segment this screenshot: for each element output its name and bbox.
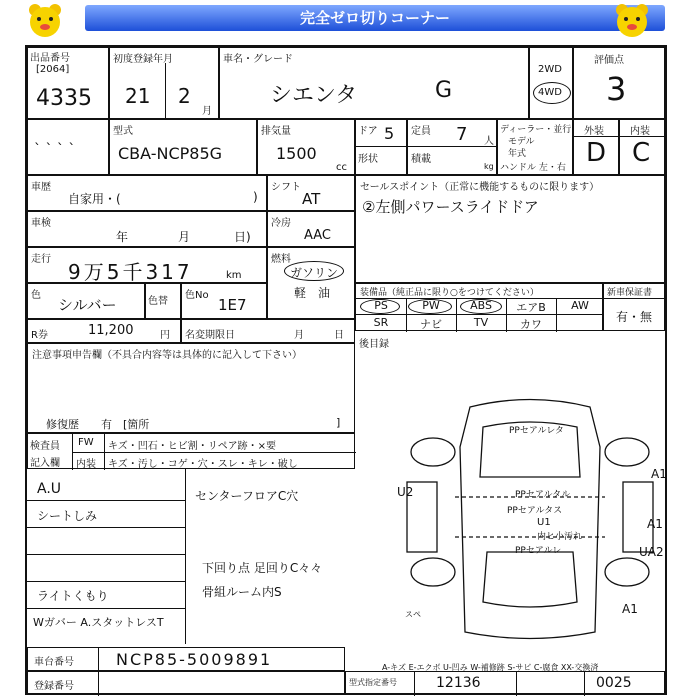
banner-title: 完全ゼロ切りコーナー	[85, 5, 665, 31]
car-name-value: シエンタ	[270, 83, 358, 108]
equip-pw: PW	[422, 299, 440, 312]
equip-aw: AW	[571, 299, 589, 312]
first-reg-month: 2	[178, 84, 191, 108]
aircon-label: 冷房	[271, 218, 291, 229]
warranty-label: 新車保証書	[607, 288, 653, 298]
int-value: C	[632, 138, 651, 168]
lot-sub: [2064]	[36, 64, 70, 75]
designation-label: 型式指定番号	[349, 678, 397, 687]
bear-mascot-icon	[612, 2, 652, 38]
center-note-3: 骨組ルーム内S	[202, 585, 282, 599]
header-banner	[0, 0, 700, 40]
displacement-unit: cc	[336, 162, 347, 173]
recycle-box: R券 11,200 円	[27, 319, 181, 343]
auction-sheet	[25, 45, 667, 695]
displacement-box	[257, 119, 355, 175]
dealer-label: ディーラー・並行	[500, 125, 572, 135]
note-3: ライトくもり	[37, 589, 109, 603]
color-no-value: 1E7	[218, 296, 247, 314]
center-note-1: センターフロアC穴	[195, 489, 299, 503]
drive-box	[529, 47, 573, 119]
inspector-label: 検査員	[30, 441, 60, 452]
ext-label: 外装	[584, 126, 604, 137]
diag-label-6: 内ヒ小汚れ	[537, 532, 583, 542]
lot-number: 4335	[36, 86, 92, 111]
inspector-label2: 記入欄	[30, 458, 60, 469]
sales-point-value: ②左側パワースライドドア	[362, 198, 539, 216]
chassis-label: 車台番号	[34, 657, 74, 668]
meihen-label: 名変期限日	[185, 330, 235, 341]
sales-point-label: セールスポイント（正常に機能するものに限ります）	[360, 182, 600, 193]
equip-sr: SR	[373, 316, 389, 329]
diag-label-9: A1	[647, 517, 663, 531]
year-label: 年式	[508, 149, 527, 159]
aircon-box	[267, 211, 355, 247]
mileage-label: 走行	[31, 254, 51, 265]
handle-label: ハンドル 左・右	[500, 163, 566, 173]
model-label: 型式	[113, 126, 133, 137]
aircon-value: AAC	[304, 228, 331, 243]
designation-box	[345, 671, 665, 695]
equip-circle	[460, 299, 502, 314]
lot-number-box	[27, 47, 109, 119]
inspection-box: 車検 年 月 日)	[27, 211, 267, 247]
color-change-label: 色替	[148, 296, 168, 307]
color-no-label: 色No	[185, 290, 209, 301]
notes-box: 注意事項申告欄（不具合内容等は具体的に記入して下さい） 修復歴 有 [箇所 ]	[27, 343, 355, 433]
damage-legend: A-キズ E-エクボ U-凹み W-補修跡 S-サビ C-腐食 XX-交換済	[382, 663, 599, 672]
warranty-box	[603, 283, 665, 331]
model-value: CBA-NCP85G	[118, 144, 223, 163]
center-note-2: 下回り点 足回りC々々	[202, 561, 323, 575]
note-1: A.U	[37, 481, 62, 497]
car-name-label: 車名・グレード	[223, 54, 293, 65]
int-rating-box	[619, 119, 665, 175]
car-name-box	[219, 47, 529, 119]
inspector-box	[27, 433, 355, 469]
shift-label: シフト	[271, 182, 301, 193]
drive-4wd: 4WD	[538, 87, 562, 98]
mileage-box	[27, 247, 267, 283]
rating-label: 評価点	[594, 55, 624, 66]
shift-value: AT	[302, 190, 321, 208]
diag-label-4: A1	[651, 467, 667, 481]
chassis-box	[27, 647, 345, 671]
capacity-label: 定員	[411, 126, 431, 137]
fuel-gas: ガソリン	[290, 266, 339, 280]
equip-abs: ABS	[470, 299, 492, 312]
color-no-box	[181, 283, 267, 319]
car-history-box: 車歴 自家用・( )	[27, 175, 267, 211]
row2-left: ` ` ` `	[27, 119, 109, 175]
sales-point-box	[355, 175, 665, 283]
shape-label: 形状	[358, 154, 378, 165]
diag-label-11: A1	[622, 602, 638, 616]
mileage-value: 9万5千317	[68, 260, 193, 284]
equip-circle	[360, 299, 400, 314]
first-reg-box	[109, 47, 219, 119]
fw-text: キズ・凹石・ヒビ割・リペア跡・×要	[108, 441, 276, 452]
equip-airbag: エアB	[516, 301, 546, 314]
ext-rating-box	[573, 119, 619, 175]
diag-label-1: PPセアルレタ	[509, 426, 564, 436]
diag-label-5: U1	[537, 517, 551, 528]
load-unit: kg	[484, 162, 494, 171]
equipment-label: 装備品（純正品に限り○をつけてください）	[360, 288, 539, 298]
meihen-box: 名変期限日 月 日	[181, 319, 355, 343]
first-reg-month-unit: 月	[202, 106, 212, 117]
equipment-box	[355, 283, 603, 331]
rating-box	[573, 47, 665, 119]
color-label: 色	[31, 290, 41, 301]
diag-label-12: スペ	[405, 610, 421, 619]
color-value: シルバー	[58, 296, 117, 314]
notes-label: 注意事項申告欄（不具合内容等は具体的に記入して下さい）	[32, 350, 302, 361]
fuel-box	[267, 247, 355, 319]
car-history-value: 自家用・(	[68, 192, 121, 206]
diag-label-7: PPセアルタス	[507, 506, 563, 516]
recycle-value: 11,200	[88, 323, 134, 338]
drive-2wd: 2WD	[538, 64, 562, 75]
inspection-label: 車検	[31, 218, 51, 229]
class-value: 0025	[596, 675, 632, 691]
bear-mascot-icon	[25, 2, 65, 38]
dealer-box	[497, 119, 573, 175]
doors-box	[355, 119, 407, 175]
equip-leather: カワ	[520, 318, 542, 331]
load-label: 積載	[411, 154, 431, 165]
capacity-value: 7	[456, 124, 468, 145]
first-reg-year: 21	[125, 84, 151, 108]
diag-label-8: PPセアルレ	[515, 546, 562, 556]
repair-history: 修復歴 有 [箇所	[46, 418, 150, 431]
equip-tv: TV	[473, 316, 489, 329]
displacement-value: 1500	[276, 144, 317, 163]
fuel-label: 燃料	[271, 254, 291, 265]
car-grade-value: G	[435, 78, 453, 103]
doors-label: ドア	[358, 126, 378, 137]
model-box	[109, 119, 257, 175]
fuel-diesel: 軽 油	[294, 286, 331, 300]
warranty-value: 有・無	[616, 310, 653, 324]
int-label: 内装	[630, 126, 650, 137]
mileage-unit: km	[226, 270, 242, 281]
equip-ps: PS	[374, 299, 388, 312]
shift-box	[267, 175, 355, 211]
note-4: Wガバー A.スタットレスT	[33, 616, 164, 629]
equip-navi: ナビ	[420, 318, 442, 331]
rear-seat-label: 後目録	[359, 339, 389, 350]
reg-no-box	[27, 671, 345, 695]
ext-value: D	[586, 138, 607, 168]
capacity-box	[407, 119, 497, 175]
rating-value: 3	[606, 70, 627, 108]
int-check-label: 内装	[76, 459, 96, 470]
chassis-value: NCP85-5009891	[116, 650, 273, 669]
lot-label: 出品番号	[30, 53, 70, 64]
car-history-label: 車歴	[31, 182, 51, 193]
equip-circle	[408, 299, 452, 314]
recycle-label: R券	[31, 330, 48, 341]
reg-no-label: 登録番号	[34, 681, 74, 692]
color-change-box	[145, 283, 181, 319]
color-box	[27, 283, 145, 319]
first-reg-label: 初度登録年月	[113, 54, 173, 65]
capacity-unit: 人	[484, 136, 494, 147]
model-year-label: モデル	[508, 137, 535, 147]
displacement-label: 排気量	[261, 126, 291, 137]
diag-label-10: UA2	[639, 545, 664, 559]
fw-label: FW	[78, 437, 94, 448]
note-2: シートしみ	[37, 509, 98, 523]
designation-value: 12136	[436, 675, 481, 691]
doors-value: 5	[384, 124, 395, 143]
int-check-text: キズ・汚し・コゲ・穴・スレ・キレ・破し	[108, 459, 298, 470]
diag-label-2: PPセアルタル	[515, 490, 571, 500]
diag-label-3: U2	[397, 485, 414, 499]
